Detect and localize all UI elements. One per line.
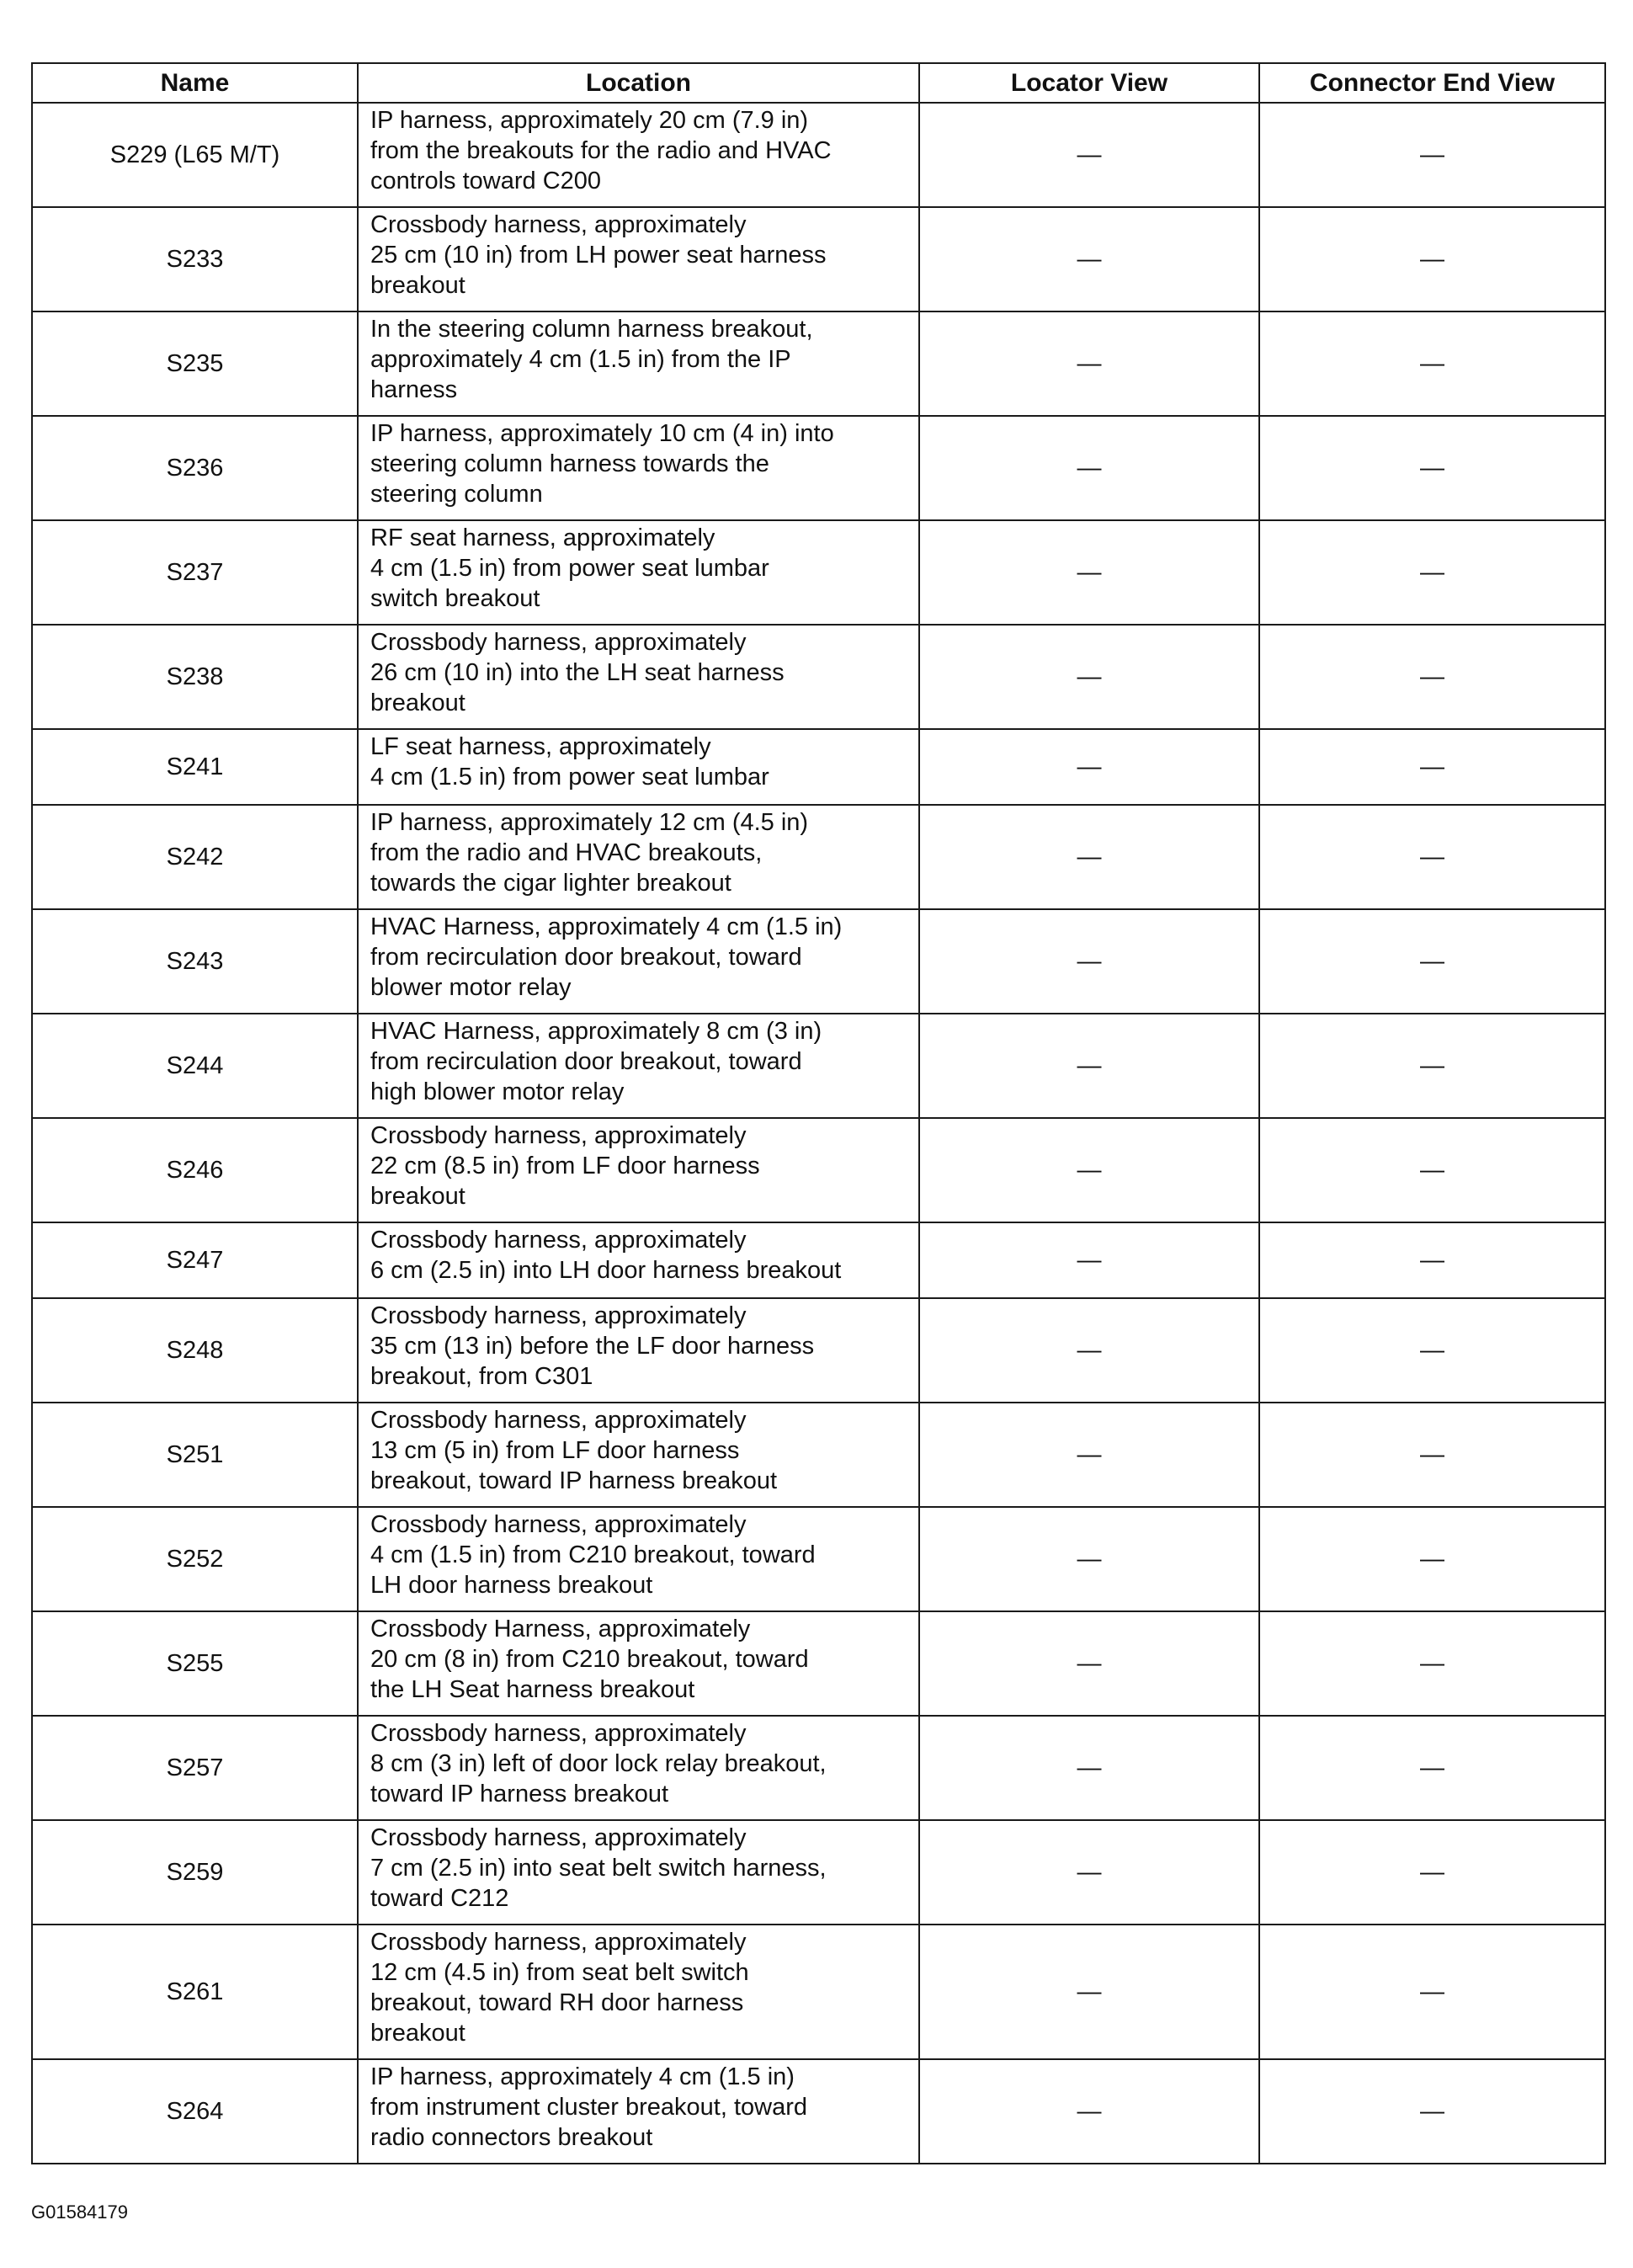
splice-name: S259 [32,1820,358,1925]
splice-name: S257 [32,1716,358,1820]
splice-location [358,1820,919,1925]
splice-location [358,1118,919,1222]
location-line: from instrument cluster breakout, toward [370,2094,807,2121]
table-row [32,1820,1605,1925]
connector-end-view-value: — [1259,207,1605,311]
table-row [32,1611,1605,1716]
location-line: 4 cm (1.5 in) from power seat lumbar [370,764,769,791]
splice-location [358,520,919,625]
splice-location [358,2059,919,2164]
location-line: Crossbody harness, approximately [370,1407,747,1434]
locator-view-value: — [919,103,1259,207]
splice-name: S229 (L65 M/T) [32,103,358,207]
connector-end-view-value: — [1259,909,1605,1014]
locator-view-value: — [919,1507,1259,1611]
splice-name: S246 [32,1118,358,1222]
splice-location [358,1925,919,2059]
location-line: Crossbody harness, approximately [370,1720,747,1747]
locator-view-value: — [919,416,1259,520]
table-row [32,909,1605,1014]
location-line: 4 cm (1.5 in) from C210 breakout, toward [370,1541,816,1568]
table-row [32,1925,1605,2059]
location-line: IP harness, approximately 12 cm (4.5 in) [370,809,809,836]
table-row [32,1222,1605,1298]
connector-end-view-value: — [1259,1716,1605,1820]
table-row [32,1507,1605,1611]
connector-end-view-value: — [1259,625,1605,729]
location-line: harness [370,376,458,403]
location-line: radio connectors breakout [370,2124,653,2151]
location-line: toward C212 [370,1885,509,1912]
locator-view-value: — [919,909,1259,1014]
location-line: Crossbody harness, approximately [370,1302,747,1329]
location-line: Crossbody harness, approximately [370,211,747,238]
locator-view-value: — [919,729,1259,805]
location-line: breakout [370,1183,465,1210]
location-line: 20 cm (8 in) from C210 breakout, toward [370,1646,809,1673]
locator-view-value: — [919,1298,1259,1403]
table-row [32,103,1605,207]
splice-location [358,1298,919,1403]
splice-name: S248 [32,1298,358,1403]
connector-end-view-value: — [1259,1298,1605,1403]
splice-location [358,1403,919,1507]
location-line: IP harness, approximately 4 cm (1.5 in) [370,2063,795,2090]
location-line: steering column [370,481,543,508]
table-row [32,1118,1605,1222]
locator-view-value: — [919,1014,1259,1118]
location-line: breakout [370,272,465,299]
location-line: RF seat harness, approximately [370,524,715,551]
connector-end-view-value: — [1259,416,1605,520]
connector-end-view-value: — [1259,1403,1605,1507]
location-line: In the steering column harness breakout, [370,316,813,343]
location-line: 25 cm (10 in) from LH power seat harness [370,242,827,269]
location-line: from recirculation door breakout, toward [370,944,802,971]
connector-end-view-value: — [1259,1820,1605,1925]
splice-name: S235 [32,311,358,416]
connector-end-view-value: — [1259,805,1605,909]
splice-location [358,729,919,805]
splice-location [358,625,919,729]
table-row [32,416,1605,520]
splice-location [358,311,919,416]
location-line: 12 cm (4.5 in) from seat belt switch [370,1959,749,1986]
location-line: breakout, toward IP harness breakout [370,1467,778,1494]
splice-name: S264 [32,2059,358,2164]
splice-location [358,207,919,311]
splice-name: S237 [32,520,358,625]
location-line: towards the cigar lighter breakout [370,870,731,897]
splice-name: S252 [32,1507,358,1611]
connector-end-view-value: — [1259,729,1605,805]
splice-name: S236 [32,416,358,520]
location-line: toward IP harness breakout [370,1781,669,1807]
splice-location [358,805,919,909]
table-row [32,805,1605,909]
header-connector-end-view: Connector End View [1259,63,1605,103]
table-row [32,207,1605,311]
splice-location [358,103,919,207]
connector-end-view-value: — [1259,1222,1605,1298]
location-line: 13 cm (5 in) from LF door harness [370,1437,740,1464]
locator-view-value: — [919,1403,1259,1507]
location-line: controls toward C200 [370,168,602,194]
location-line: switch breakout [370,585,540,612]
table-row [32,729,1605,805]
table-row [32,625,1605,729]
locator-view-value: — [919,1716,1259,1820]
location-line: approximately 4 cm (1.5 in) from the IP [370,346,791,373]
header-location: Location [358,63,919,103]
location-line: blower motor relay [370,974,572,1001]
table-body [32,103,1605,2164]
header-locator-view: Locator View [919,63,1259,103]
connector-end-view-value: — [1259,1118,1605,1222]
splice-name: S242 [32,805,358,909]
connector-end-view-value: — [1259,311,1605,416]
location-line: Crossbody harness, approximately [370,1227,747,1254]
location-line: breakout, from C301 [370,1363,593,1390]
location-line: Crossbody harness, approximately [370,629,747,656]
table-row [32,1716,1605,1820]
splice-name: S233 [32,207,358,311]
location-line: 6 cm (2.5 in) into LH door harness breakout [370,1257,842,1284]
splice-name: S251 [32,1403,358,1507]
location-line: 35 cm (13 in) before the LF door harness [370,1333,815,1360]
location-line: high blower motor relay [370,1078,625,1105]
location-line: from recirculation door breakout, toward [370,1048,802,1075]
table-header-row [32,63,1605,103]
location-line: LF seat harness, approximately [370,733,711,760]
connector-end-view-value: — [1259,103,1605,207]
location-line: breakout [370,2020,465,2047]
locator-view-value: — [919,1925,1259,2059]
connector-end-view-value: — [1259,520,1605,625]
connector-end-view-value: — [1259,1925,1605,2059]
splice-location [358,1222,919,1298]
splice-name: S261 [32,1925,358,2059]
connector-end-view-value: — [1259,1611,1605,1716]
table-row [32,520,1605,625]
locator-view-value: — [919,625,1259,729]
locator-view-value: — [919,1611,1259,1716]
splice-name: S241 [32,729,358,805]
splice-location [358,1507,919,1611]
splice-name: S244 [32,1014,358,1118]
location-line: 22 cm (8.5 in) from LF door harness [370,1153,760,1179]
table-row [32,311,1605,416]
locator-view-value: — [919,805,1259,909]
location-line: Crossbody harness, approximately [370,1511,747,1538]
location-line: IP harness, approximately 10 cm (4 in) into [370,420,834,447]
locator-view-value: — [919,1820,1259,1925]
location-line: 7 cm (2.5 in) into seat belt switch harness, [370,1855,827,1882]
table-row [32,2059,1605,2164]
location-line: from the breakouts for the radio and HVAC [370,137,832,164]
connector-end-view-value: — [1259,2059,1605,2164]
locator-view-value: — [919,1222,1259,1298]
header-name: Name [32,63,358,103]
connector-end-view-value: — [1259,1507,1605,1611]
location-line: steering column harness towards the [370,450,769,477]
locator-view-value: — [919,311,1259,416]
location-line: HVAC Harness, approximately 4 cm (1.5 in) [370,913,843,940]
splice-name: S238 [32,625,358,729]
document-id: G01584179 [31,2201,128,2223]
location-line: 4 cm (1.5 in) from power seat lumbar [370,555,769,582]
splice-location-table [31,62,1606,2164]
splice-location [358,1014,919,1118]
locator-view-value: — [919,520,1259,625]
splice-location [358,909,919,1014]
location-line: HVAC Harness, approximately 8 cm (3 in) [370,1018,822,1045]
splice-name: S247 [32,1222,358,1298]
table-row [32,1298,1605,1403]
locator-view-value: — [919,2059,1259,2164]
locator-view-value: — [919,1118,1259,1222]
location-line: Crossbody harness, approximately [370,1122,747,1149]
splice-location [358,1611,919,1716]
location-line: 8 cm (3 in) left of door lock relay breakout, [370,1750,827,1777]
location-line: from the radio and HVAC breakouts, [370,839,763,866]
location-line: Crossbody harness, approximately [370,1824,747,1851]
location-line: Crossbody harness, approximately [370,1929,747,1956]
location-line: the LH Seat harness breakout [370,1676,695,1703]
connector-end-view-value: — [1259,1014,1605,1118]
location-line: 26 cm (10 in) into the LH seat harness [370,659,785,686]
location-line: breakout, toward RH door harness [370,1989,744,2016]
splice-name: S255 [32,1611,358,1716]
splice-location [358,1716,919,1820]
splice-name: S243 [32,909,358,1014]
location-line: IP harness, approximately 20 cm (7.9 in) [370,107,809,134]
table-row [32,1403,1605,1507]
location-line: Crossbody Harness, approximately [370,1616,751,1642]
table-row [32,1014,1605,1118]
locator-view-value: — [919,207,1259,311]
splice-location [358,416,919,520]
location-line: LH door harness breakout [370,1572,653,1599]
location-line: breakout [370,689,465,716]
